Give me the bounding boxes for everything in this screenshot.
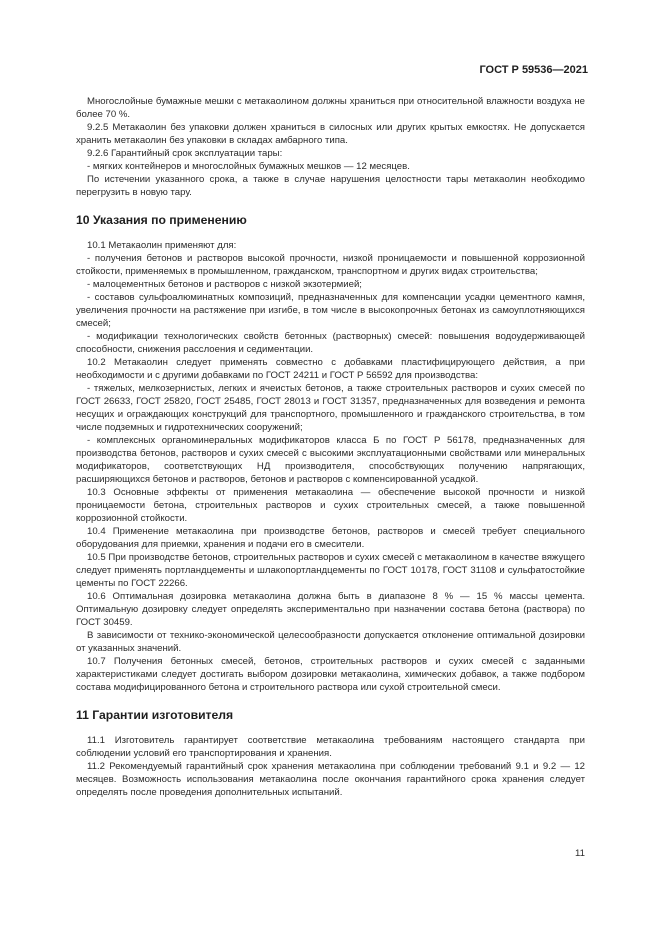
paragraph: 11.2 Рекомендуемый гарантийный срок хранения метакаолина при соблюдении требований 9.1 и 9.2 — 12 месяцев. Возможность использования метакаолина после окончания гарантийного срока хранения следует определять после проведения дополнительных испытаний. (76, 761, 585, 798)
section-11-body (76, 734, 585, 799)
paragraph: 10.1 Метакаолин применяют для: (87, 240, 237, 251)
section-10-body (76, 239, 585, 694)
storage-block (76, 95, 585, 199)
paragraph: 10.3 Основные эффекты от применения метакаолина — обеспечение высокой прочности и низкой проницаемости бетона, строительных растворов и сухих строительных смесей, а также повышенной коррозионной стойкости. (76, 487, 585, 524)
paragraph: - получения бетонов и растворов высокой прочности, низкой проницаемости и повышенной коррозионной стойкости, применяемых в промышленном, гражданском, транспортном и других видах строительства; (76, 253, 585, 277)
paragraph: 10.6 Оптимальная дозировка метакаолина должна быть в диапазоне 8 % — 15 % массы цемента. Оптимальную дозировку следует определять экспериментально при назначении состава бетона (раствора) по ГОСТ 30459. (76, 591, 585, 628)
document-id-header: ГОСТ Р 59536—2021 (479, 64, 588, 76)
paragraph: Многослойные бумажные мешки с метакаолином должны храниться при относительной влажности воздуха не более 70 %. (76, 96, 585, 120)
paragraph: - малоцементных бетонов и растворов с низкой экзотермией; (87, 279, 362, 290)
paragraph: 10.2 Метакаолин следует применять совместно с добавками пластифицирующего действия, а при необходимости и с другими добавками по ГОСТ 24211 и ГОСТ Р 56592 для производства: (76, 357, 585, 381)
paragraph: 9.2.5 Метакаолин без упаковки должен храниться в силосных или других крытых емкостях. Не допускается хранить метакаолин без упаковки в складах амбарного типа. (76, 122, 585, 146)
paragraph: 10.4 Применение метакаолина при производстве бетонов, растворов и смесей требует специального оборудования для приемки, хранения и подачи его в смесители. (76, 526, 585, 550)
paragraph: - модификации технологических свойств бетонных (растворных) смесей: повышения водоудерживающей способности, снижения расслоения и седиментации. (76, 331, 585, 355)
paragraph: - тяжелых, мелкозернистых, легких и ячеистых бетонов, а также строительных растворов и сухих смесей по ГОСТ 26633, ГОСТ 25820, ГОСТ 25485, ГОСТ 28013 и ГОСТ 31357, предназначенных для возведения и ремонта несущих и ограждающих конструкций для транспортного, промышленного и гражданского строительства, в том числе подземных и гидротехнических сооружений; (76, 383, 585, 433)
paragraph: В зависимости от технико-экономической целесообразности допускается отклонение оптимальной дозировки от указанных значений. (76, 630, 585, 654)
paragraph: - мягких контейнеров и многослойных бумажных мешков — 12 месяцев. (87, 161, 410, 172)
section-11-title: 11 Гарантии изготовителя (76, 708, 234, 722)
paragraph: - комплексных органоминеральных модификаторов класса Б по ГОСТ Р 56178, предназначенных для производства бетонов, растворов и сухих смесей с высокими эксплуатационными свойствами или минеральных модификаторов, соответствующих НД производителя, способствующих получению напрягающих, расширяющихся бетонов и растворов, бетонов и растворов с компенсированной усадкой. (76, 435, 585, 485)
paragraph: 11.1 Изготовитель гарантирует соответствие метакаолина требованиям настоящего стандарта при соблюдении условий его транспортирования и хранения. (76, 735, 585, 759)
page-number: 11 (575, 848, 585, 859)
paragraph: - составов сульфоалюминатных композиций, предназначенных для компенсации усадки цементного камня, увеличения прочности на растяжение при изгибе, в том числе в высокопрочных бетонах из самоуплотняющихся смесей; (76, 292, 585, 329)
paragraph: 10.5 При производстве бетонов, строительных растворов и сухих смесей с метакаолином в качестве вяжущего следует применять портландцементы и шлакопортландцементы по ГОСТ 10178, ГОСТ 31108 и сульфатостойкие цементы по ГОСТ 22266. (76, 552, 585, 589)
paragraph: По истечении указанного срока, а также в случае нарушения целостности тары метакаолин необходимо перегрузить в новую тару. (76, 174, 585, 198)
section-10-title: 10 Указания по применению (76, 213, 247, 227)
paragraph: 10.7 Получения бетонных смесей, бетонов, строительных растворов и сухих смесей с заданными характеристиками следует достигать выбором дозировки метакаолина, химических добавок, а также подбором состава модифицированного бетона и строительного раствора или сухой строительной смеси. (76, 656, 585, 693)
paragraph: 9.2.6 Гарантийный срок эксплуатации тары: (87, 148, 283, 159)
document-body (76, 95, 585, 799)
